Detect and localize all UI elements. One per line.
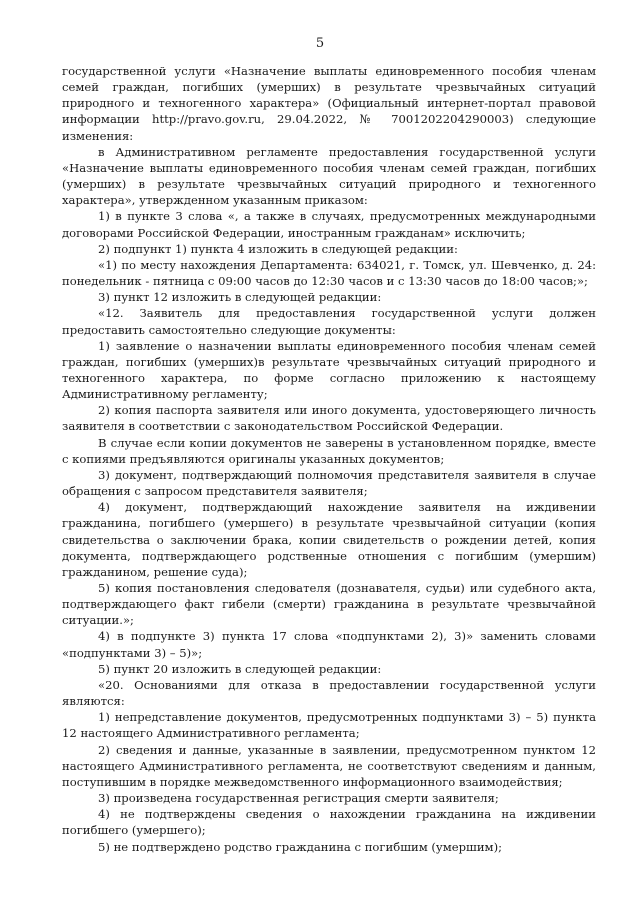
paragraph: «1) по месту нахождения Департамента: 634021, г. Томск, ул. Шевченко, д. 24: понедельник - пятница с 09:00 часов до 12:30 часов и с 13:30 часов до 18:00 часов;»; [62,257,596,289]
paragraph: 4) не подтверждены сведения о нахождении гражданина на иждивении погибшего (умершего); [62,807,596,838]
paragraph: государственной услуги «Назначение выплаты единовременного пособия членам семей граждан, погибших (умерших) в результате чрезвычайных ситуаций природного и техногенного характера» (Официальный интернет-портал правовой информации http://pravo.gov.ru, 29.04.2022, № 7001202204290003) следующие изменения: [62,64,596,143]
paragraph: 1) непредставление документов, предусмотренных подпунктами 3) – 5) пункта 12 настоящего Административного регламента; [62,710,596,741]
document-body [62,63,596,855]
paragraph: 1) заявление о назначении выплаты единовременного пособия членам семей граждан, погибших (умерших)в результате чрезвычайных ситуаций природного и техногенного характера, по форме согласно приложению к настоящему Административному регламенту; [62,338,596,402]
paragraph: 5) не подтверждено родство гражданина с погибшим (умершим); [98,839,503,854]
paragraph: 3) документ, подтверждающий полномочия представителя заявителя в случае обращения с запросом представителя заявителя; [62,467,596,499]
page-number: 5 [315,36,325,51]
paragraph: «12. Заявитель для предоставления государственной услуги должен предоставить самостоятельно следующие документы: [62,306,596,337]
paragraph: 4) документ, подтверждающий нахождение заявителя на иждивении гражданина, погибшего (умершего) в результате чрезвычайной ситуации (копия свидетельства о заключении брака, копии свидетельств о рождении детей, копия документа, подтверждающего родственные отношения с погибшим (умершим) гражданином, решение суда); [62,500,596,579]
paragraph: 3) пункт 12 изложить в следующей редакции: [98,290,382,305]
paragraph: «20. Основаниями для отказа в предоставлении государственной услуги являются: [62,677,596,709]
paragraph: В случае если копии документов не заверены в установленном порядке, вместе с копиями предъявляются оригиналы указанных документов; [62,435,596,466]
paragraph: 2) подпункт 1) пункта 4 изложить в следующей редакции: [98,241,458,256]
paragraph: 1) в пункте 3 слова «, а также в случаях, предусмотренных международными договорами Российской Федерации, иностранным гражданам» исключить; [62,209,596,240]
paragraph: 2) копия паспорта заявителя или иного документа, удостоверяющего личность заявителя в соответствии с законодательством Российской Федерации. [62,403,596,434]
paragraph: 4) в подпункте 3) пункта 17 слова «подпунктами 2), 3)» заменить словами «подпунктами 3) – 5)»; [62,629,596,660]
paragraph: 2) сведения и данные, указанные в заявлении, предусмотренном пунктом 12 настоящего Административного регламента, не соответствуют сведениям и данным, поступившим в порядке межведомственного информационного взаимодействия; [62,742,596,789]
paragraph: 3) произведена государственная регистрация смерти заявителя; [98,791,499,806]
paragraph: в Административном регламенте предоставления государственной услуги «Назначение выплаты единовременного пособия членам семей граждан, погибших (умерших) в результате чрезвычайных ситуаций природного и техногенного характера», утвержденном указанным приказом: [62,144,596,208]
paragraph: 5) пункт 20 изложить в следующей редакции: [98,661,382,676]
paragraph: 5) копия постановления следователя (дознавателя, судьи) или судебного акта, подтверждающего факт гибели (смерти) гражданина в результате чрезвычайной ситуации.»; [62,581,596,628]
